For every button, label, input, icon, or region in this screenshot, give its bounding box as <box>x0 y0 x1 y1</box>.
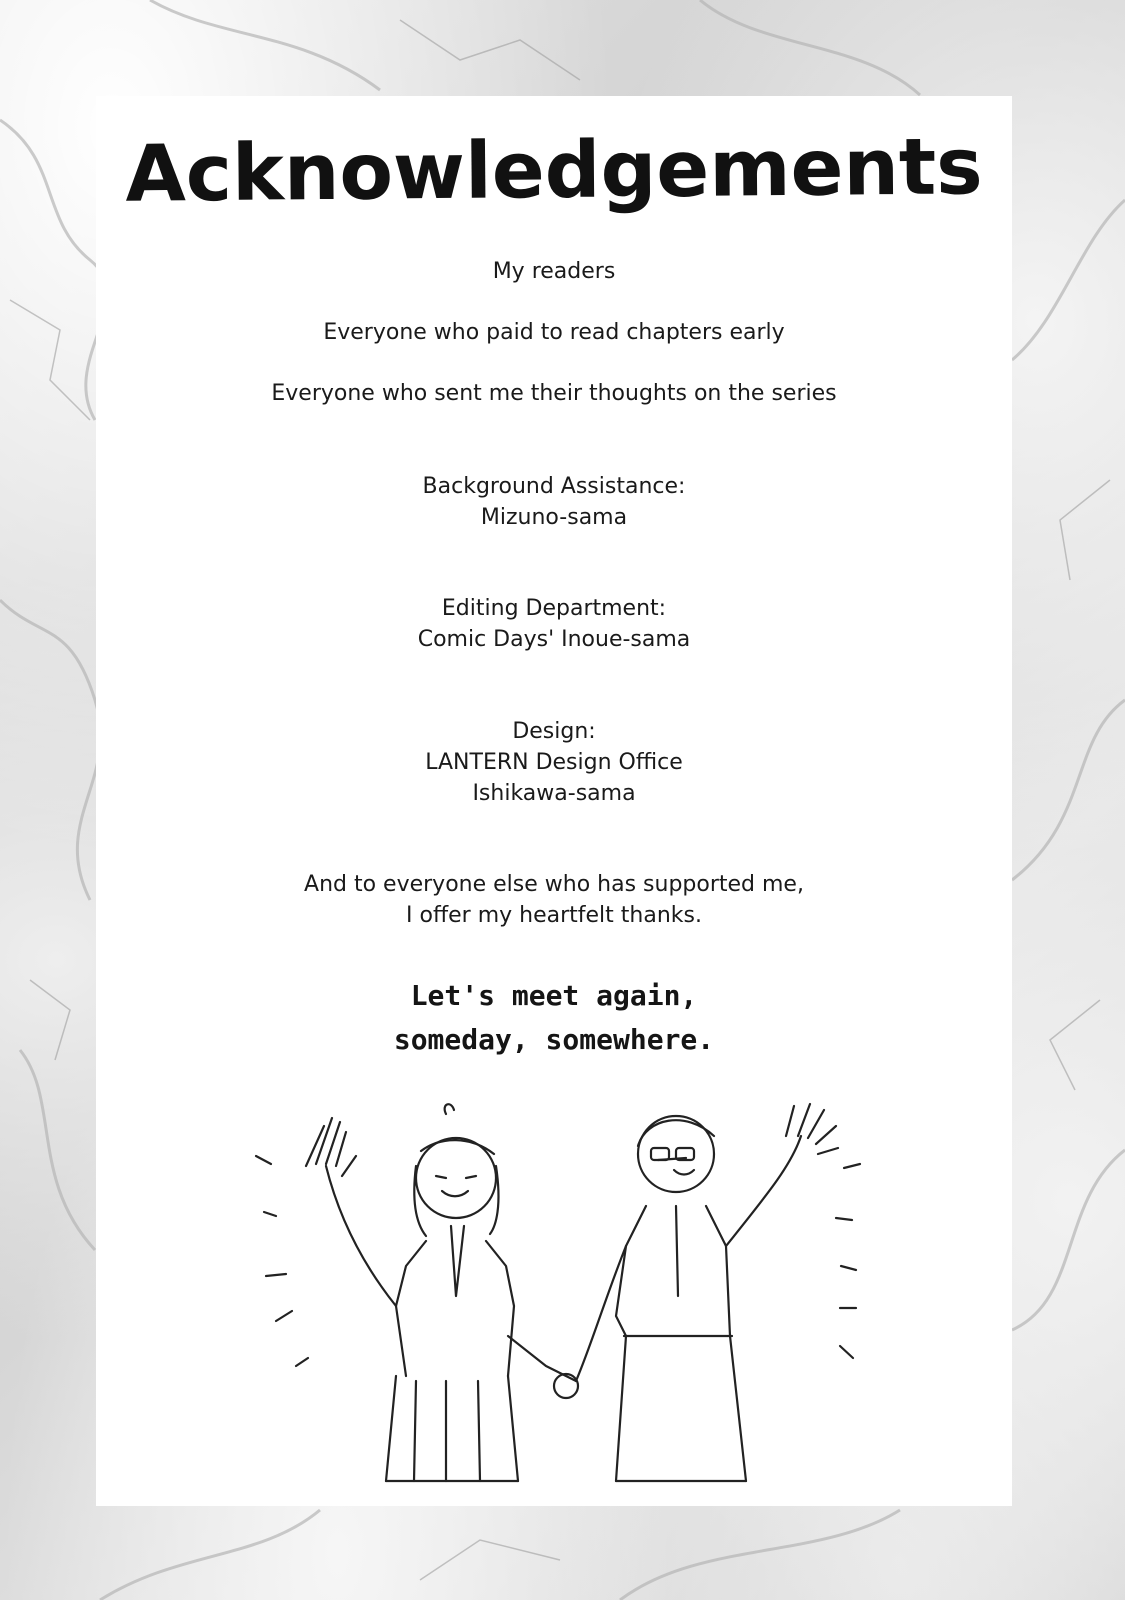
credit-editing-role: Editing Department: <box>441 596 667 621</box>
credit-background-role: Background Assistance: <box>422 474 686 499</box>
thanks-readers: My readers <box>492 259 616 284</box>
thanks-thoughts: Everyone who sent me their thoughts on the series <box>271 381 837 406</box>
page-title: Acknowledgements <box>124 122 984 220</box>
holding-hands <box>554 1374 578 1398</box>
farewell-line-2: someday, somewhere. <box>393 1023 715 1056</box>
credit-design-office: LANTERN Design Office <box>425 750 683 775</box>
closing-line-2: I offer my heartfelt thanks. <box>406 903 702 928</box>
credit-design-name: Ishikawa-sama <box>472 781 636 806</box>
credit-design-role: Design: <box>512 719 596 744</box>
credit-background-name: Mizuno-sama <box>480 505 628 530</box>
left-girl-head <box>416 1138 496 1218</box>
closing-line-1: And to everyone else who has supported me, <box>304 872 804 897</box>
credit-editing-name: Comic Days' Inoue-sama <box>417 627 691 652</box>
farewell-line-1: Let's meet again, <box>410 979 698 1012</box>
acknowledgements-panel <box>96 96 1012 1506</box>
thanks-paid: Everyone who paid to read chapters early <box>323 320 785 345</box>
two-girls-waving-illustration <box>246 1096 866 1496</box>
